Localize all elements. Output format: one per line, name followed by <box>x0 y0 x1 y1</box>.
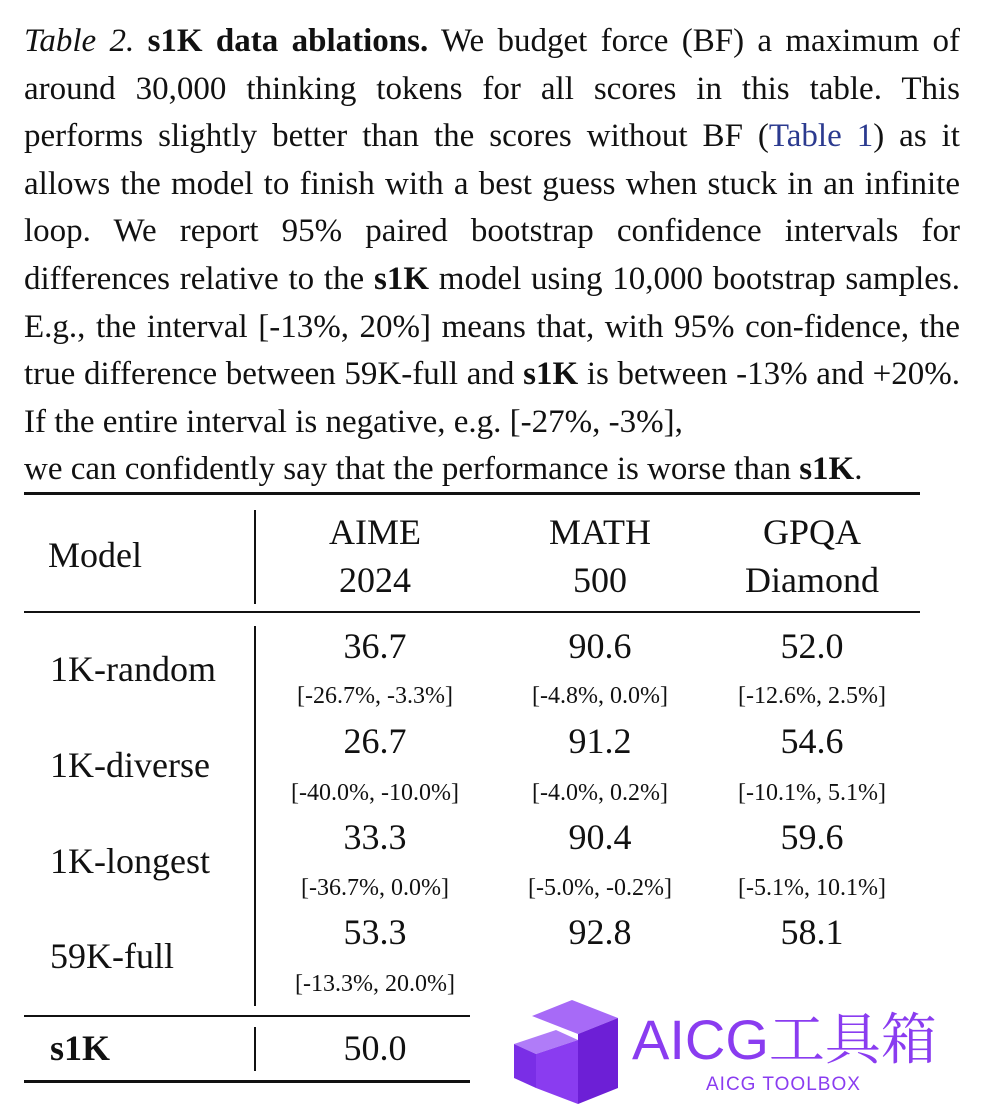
cell-1k-random-gpqa: 52.0 <box>780 626 844 666</box>
caption-text-6: . <box>854 451 863 488</box>
row-name-1k-random: 1K-random <box>50 649 216 689</box>
header-gpqa-line2: Diamond <box>745 560 879 600</box>
header-math <box>520 508 680 604</box>
aicg-logo-icon <box>510 996 625 1108</box>
row-name-1k-longest: 1K-longest <box>50 841 210 881</box>
header-model: Model <box>48 535 142 575</box>
table-top-rule <box>24 492 920 495</box>
header-aime-line2: 2024 <box>339 560 411 600</box>
s1k-column-divider <box>254 1027 256 1071</box>
aicg-toolbox-watermark <box>510 996 970 1108</box>
header-gpqa-line1: GPQA <box>762 512 861 552</box>
ci-1k-longest-gpqa: [-5.1%, 10.1%] <box>738 875 886 901</box>
ci-1k-diverse-math: [-4.0%, 0.2%] <box>532 780 668 806</box>
caption-bold-s1k-2: s1K <box>523 356 579 393</box>
caption-last-line <box>24 446 960 494</box>
header-math-line1: MATH <box>548 512 651 552</box>
ci-1k-diverse-gpqa: [-10.1%, 5.1%] <box>738 780 886 806</box>
ci-59k-full-aime: [-13.3%, 20.0%] <box>295 971 455 997</box>
cell-1k-diverse-gpqa: 54.6 <box>780 721 844 761</box>
cell-59k-full-aime: 53.3 <box>343 912 407 952</box>
caption-body <box>24 18 960 446</box>
header-gpqa <box>722 508 902 604</box>
watermark-title: AICG工具箱 <box>632 1008 937 1071</box>
header-math-line2: 500 <box>573 560 627 600</box>
ci-1k-random-aime: [-26.7%, -3.3%] <box>297 683 453 709</box>
cell-1k-longest-math: 90.4 <box>568 817 632 857</box>
caption-text-1: We budget force (BF) a maximum of around 30,000 thinking tokens for all scores in this table. This performs slightly better than the scores without BF ( <box>24 23 961 155</box>
s1k-top-rule <box>24 1015 470 1017</box>
ci-1k-diverse-aime: [-40.0%, -10.0%] <box>291 780 459 806</box>
cell-1k-longest-gpqa: 59.6 <box>780 817 844 857</box>
watermark-subtitle: AICG TOOLBOX <box>706 1074 861 1095</box>
cell-1k-random-aime: 36.7 <box>343 626 407 666</box>
caption-title: s1K data ablations. <box>147 23 429 59</box>
cell-1k-diverse-aime: 26.7 <box>343 721 407 761</box>
caption-bold-s1k-1: s1K <box>373 260 429 297</box>
caption-text-2: ) as it allows the model to finish with a best guess when stuck in an infinite loop. We report 95% paired bootstrap confidence intervals for differences relative to the <box>24 118 960 297</box>
header-aime-line1: AIME <box>329 512 421 552</box>
caption-label: Table 2. <box>24 23 135 59</box>
table-bottom-rule <box>24 1080 470 1083</box>
row-name-1k-diverse: 1K-diverse <box>50 745 210 785</box>
caption-text-4: is between -13% and +20%. If the entire interval is negative, e.g. [-27%, -3%], <box>24 356 960 440</box>
header-bottom-rule <box>24 611 920 613</box>
cell-1k-random-math: 90.6 <box>568 626 632 666</box>
table-caption <box>24 18 960 494</box>
table-1-link[interactable]: Table 1 <box>768 118 874 155</box>
header-aime <box>295 508 455 604</box>
ci-1k-random-gpqa: [-12.6%, 2.5%] <box>738 683 886 709</box>
ci-1k-random-math: [-4.8%, 0.0%] <box>532 683 668 709</box>
header-column-divider <box>254 510 256 604</box>
caption-text-5: we can confidently say that the performance is worse than <box>24 451 800 488</box>
ci-1k-longest-aime: [-36.7%, 0.0%] <box>301 875 449 901</box>
cell-59k-full-math: 92.8 <box>568 912 632 952</box>
cell-59k-full-gpqa: 58.1 <box>780 912 844 952</box>
cell-1k-diverse-math: 91.2 <box>568 721 632 761</box>
cell-1k-longest-aime: 33.3 <box>343 817 407 857</box>
row-name-59k-full: 59K-full <box>50 936 174 976</box>
row-name-s1k: s1K <box>50 1028 111 1068</box>
caption-bold-s1k-3: s1K <box>799 451 855 488</box>
ci-1k-longest-math: [-5.0%, -0.2%] <box>528 875 672 901</box>
cell-s1k-aime: 50.0 <box>343 1028 407 1068</box>
caption-text-3: model using 10,000 bootstrap samples. E.g., the interval [-13%, 20%] means that, with 95% con-fidence, the true difference between 59K-full and <box>24 260 960 393</box>
